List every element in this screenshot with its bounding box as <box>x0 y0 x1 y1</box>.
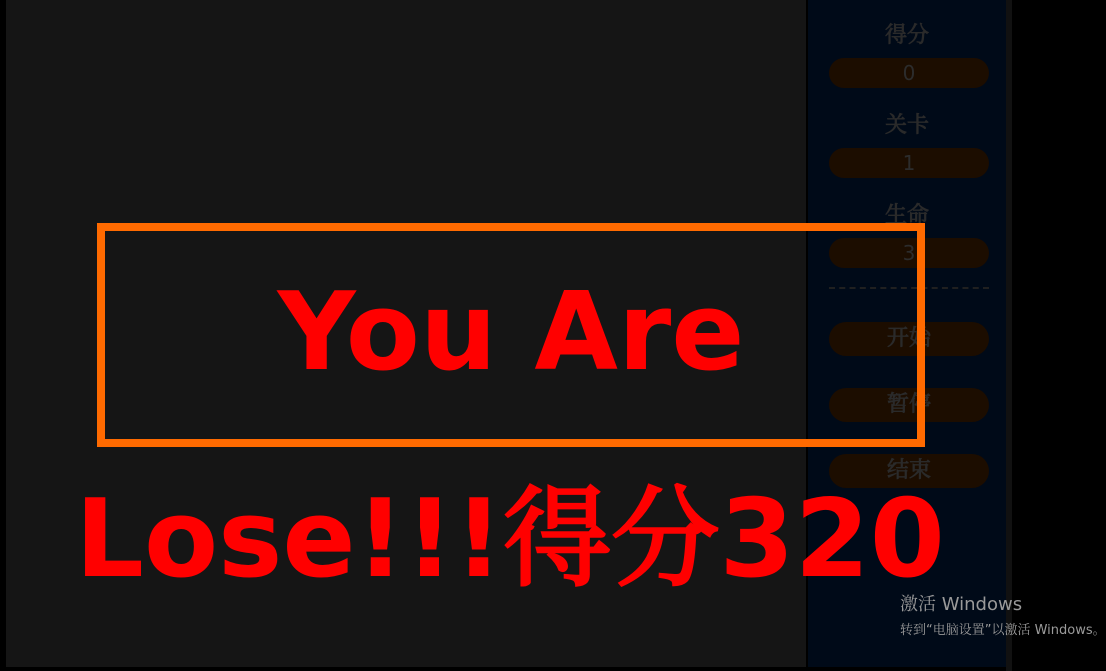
watermark-subtitle: 转到“电脑设置”以激活 Windows。 <box>900 623 1106 638</box>
level-value: 1 <box>829 148 989 178</box>
window-edge <box>1006 0 1012 671</box>
lives-label: 生命 <box>884 203 929 228</box>
game-over-title: You Are <box>277 270 745 395</box>
start-button[interactable]: 开始 <box>829 322 989 356</box>
watermark-title: 激活 Windows <box>900 594 1023 615</box>
score-label: 得分 <box>884 23 929 48</box>
end-button[interactable]: 结束 <box>829 454 989 488</box>
pause-button[interactable]: 暂停 <box>829 388 989 422</box>
lives-value: 3 <box>829 238 989 268</box>
game-over-score: Lose!!!得分320 <box>75 477 945 602</box>
activation-watermark <box>900 590 1106 638</box>
level-label: 关卡 <box>884 113 929 138</box>
score-value: 0 <box>829 58 989 88</box>
